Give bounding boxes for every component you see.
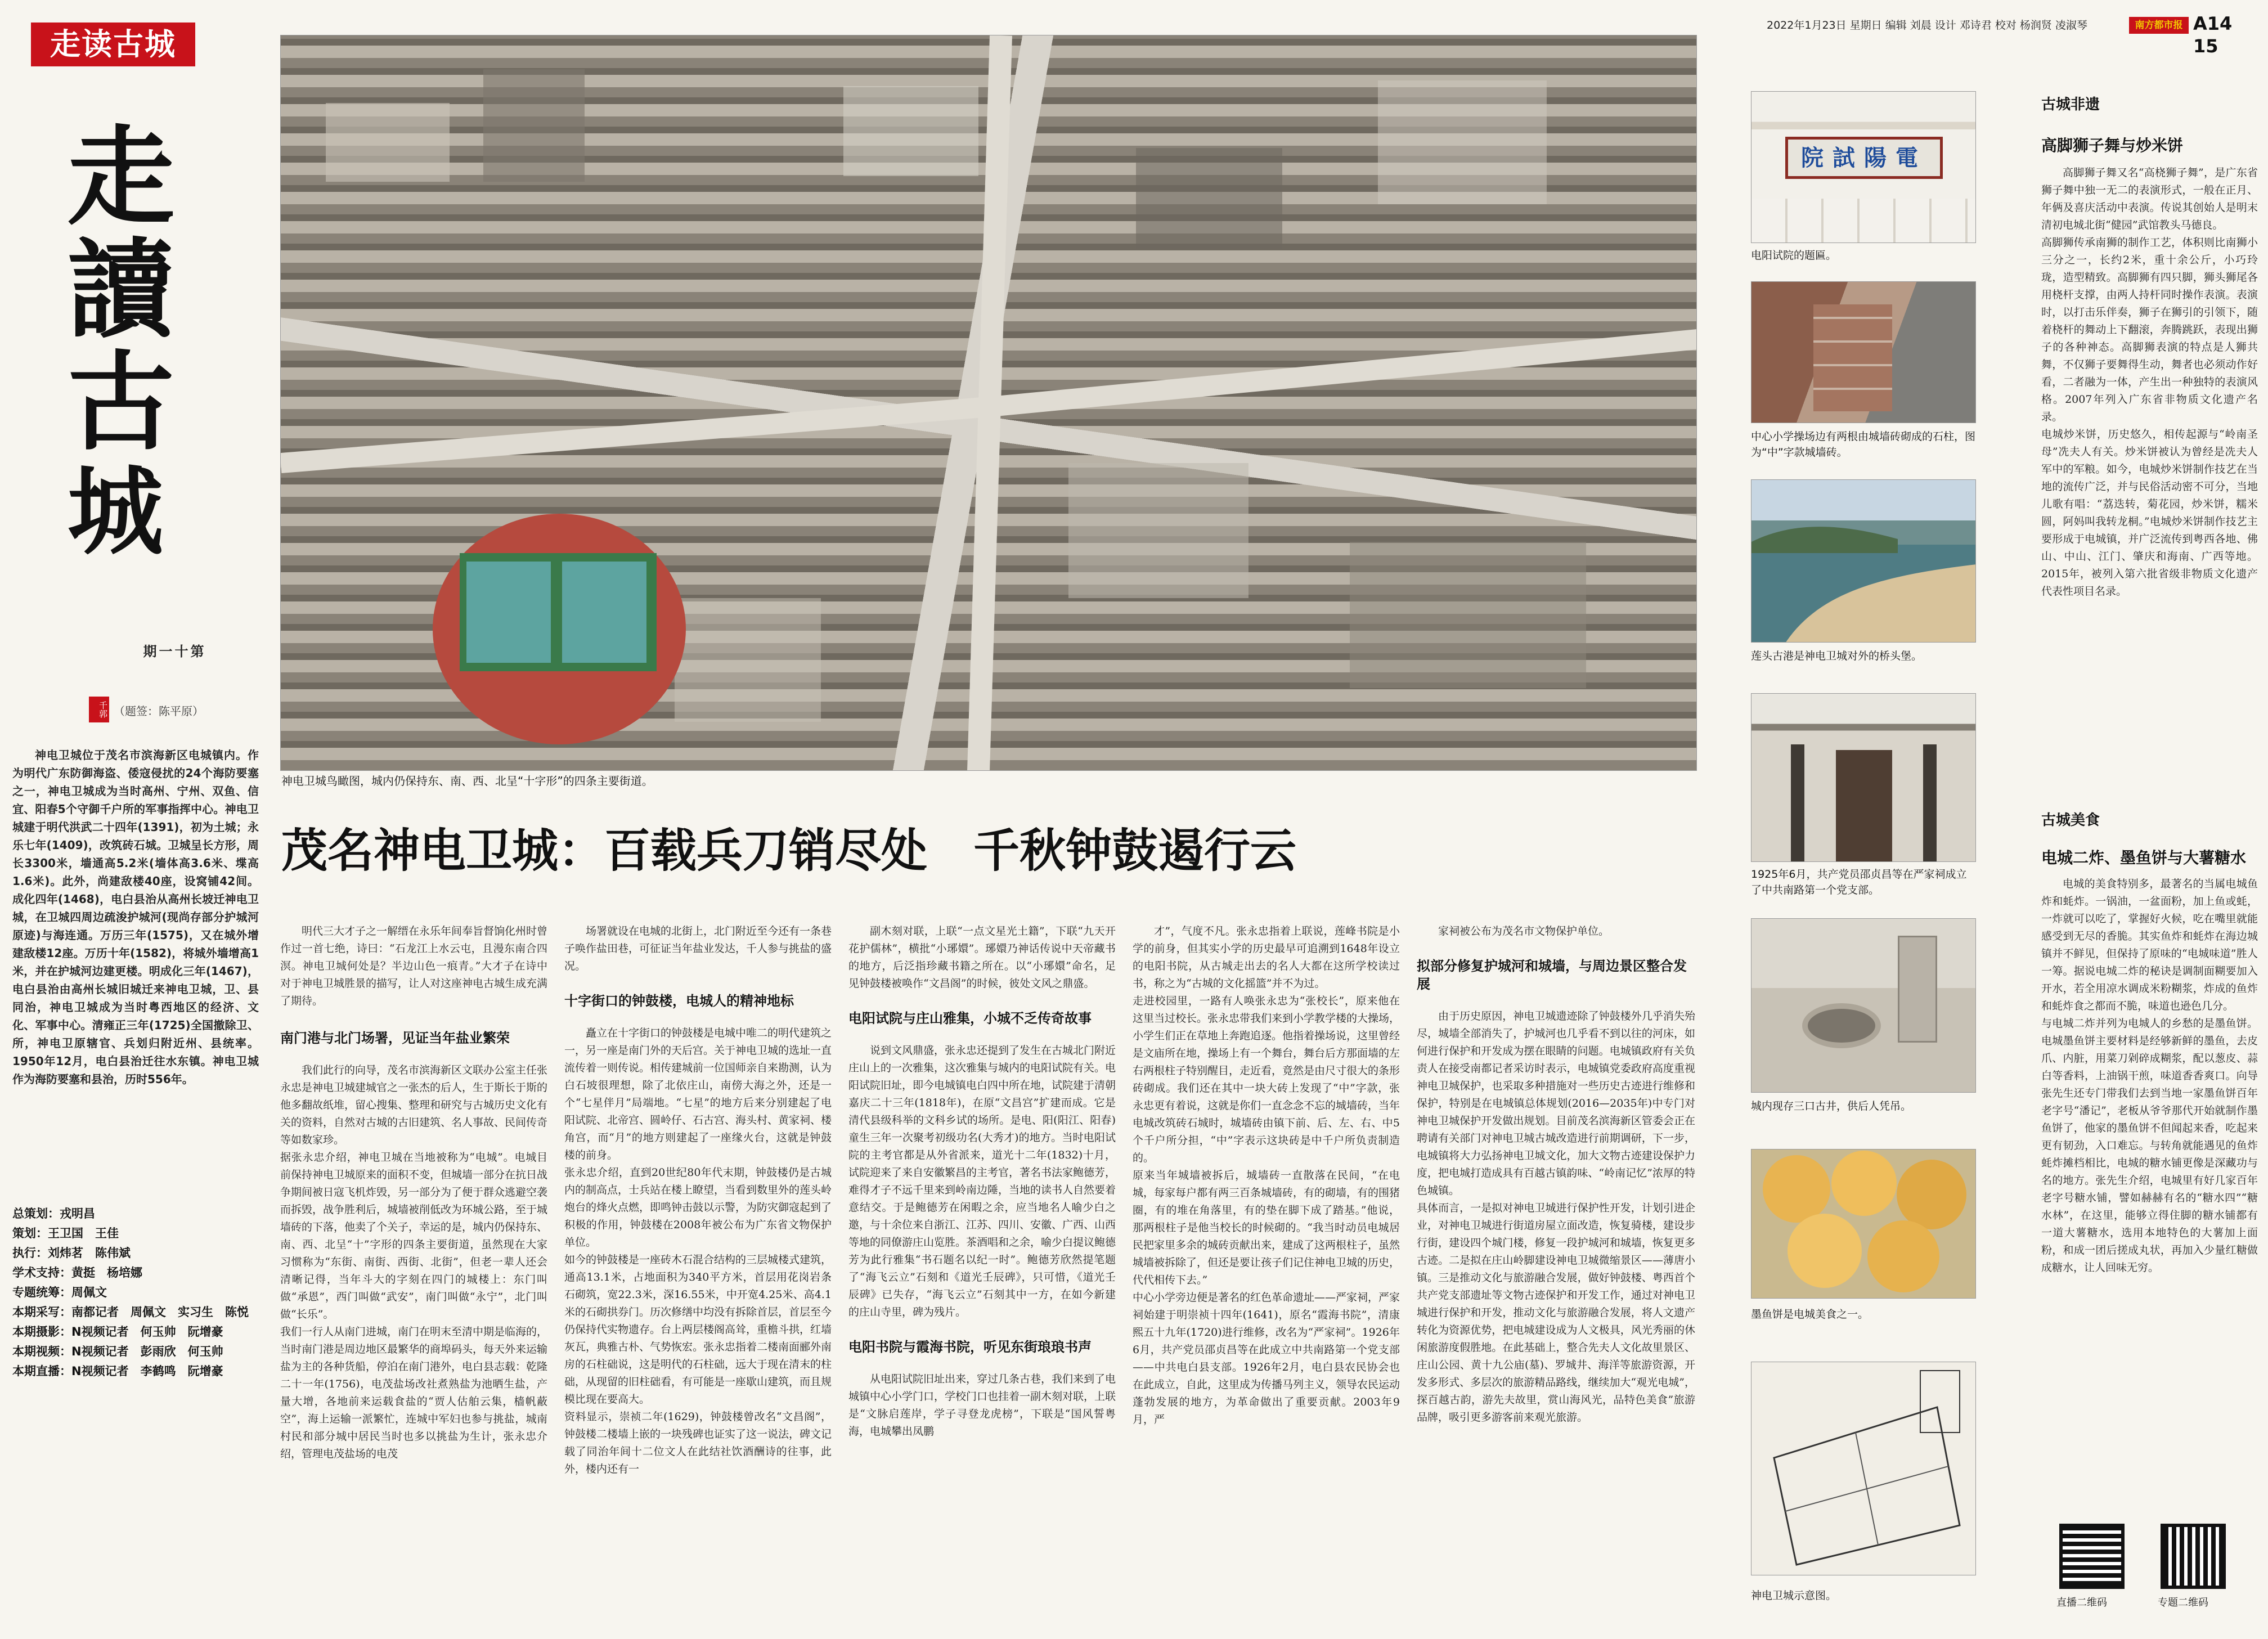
section-title: 电城二炸、墨鱼饼与大薯糖水	[2041, 848, 2247, 867]
photo-caption: 墨鱼饼是电城美食之一。	[1751, 1308, 1869, 1321]
article-paragraph: 明代三大才子之一解缙在永乐年间奉旨督饷化州时曾作过一首七绝，诗曰：“石龙江上水云屯，且漫东南合四溟。神电卫城何处是？半边山色一痕青。”大才子在诗中对于神电卫城胜景的描写，让人对这座神电古城生成充满了期待。	[280, 925, 547, 1007]
photo-caption: 1925年6月，共产党员邵贞昌等在严家祠成立了中共南路第一个党支部。	[1751, 868, 1967, 896]
article-paragraph: 副木刻对联，上联“一点文星光土籍”，下联“九天开花护儒林”，横批“小琊嬛”。琊嬛乃神话传说中天帝藏书的地方，后泛指珍藏书籍之所在。以“小琊嬛”命名，足见钟鼓楼被唤作“文昌阁”的时候，彼处文风之鼎盛。	[848, 925, 1116, 990]
article-paragraph: 从电阳试院旧址出来，穿过几条古巷，我们来到了电城镇中心小学门口，学校门口也挂着一副木刻对联，上联是“文脉启莲岸，学子寻登龙虎榜”，下联是“国风誓粤海，电城攀出凤鹏	[848, 1373, 1116, 1438]
cuttlefish-cake-photo	[1751, 1149, 1976, 1299]
article-paragraph: 由于历史原因，神电卫城遗迹除了钟鼓楼外几乎消失殆尽，城墙全部消失了，护城河也几乎看不到以往的河床，如何进行保护和开发成为摆在眼睛的问题。电城镇政府有关负责人在接受南都记者采访时表示，电城镇党委政府高度重视神电卫城保护，也采取多种措施对一些历史古迹进行维修和保护，特别是在电城镇总体规划(2016—2035年)中专门对神电卫城保护开发做出规划。目前茂名滨海新区管委会正在聘请有关部门对神电卫城古城改造进行前期调研，下一步，电城镇将大力弘扬神电卫城文化，加大文物古迹建设保护力度，把电城打造成具有百越古镇韵味、“岭南记忆”浓厚的特色城镇。 具体而言，一是拟对神电卫城进行保护性开发，计划引进企业，对神电卫城进行街道房屋立面改造，恢复骑楼，建设步行街，建设四个城门楼，修复一段护城河和城墙，恢复更多古迹。二是拟在庄山岭脚建设神电卫城微缩景区——薄唐小镇。三是推动文化与旅游融合发展，做好钟鼓楼、粤西首个共产党支部遗址等文物古迹保护和开发工作，通过对神电卫城进行保护和开发，推动文化与旅游融合发展，将人文遗产转化为资源优势，把电城建设成为人文极具，风光秀丽的休闲旅游度假胜地。在此基础上，整合先夫人文化故里景区、庄山公园、黄十九公庙(墓)、罗城井、海洋等旅游资源，开发多形式、多层次的旅游精品路线，继续加大“观光电城”，探百越古韵，游先夫故里，赏山海风光，品特色美食”旅游品牌，吸引更多游客前来观光旅游。	[1417, 1010, 1695, 1424]
masthead-char: 走	[68, 114, 175, 240]
article-paragraph: 说到文风鼎盛，张永忠还提到了发生在古城北门附近庄山上的一次雅集，这次雅集与城内的电阳试院有关。电阳试院旧址，即今电城镇电白四中所在地，试院建于清朝嘉庆二十三年(1818年)，在原“文昌宫”扩建而成。它是清代县级科举的文科乡试的场所。是电、阳(阳江、阳春)童生三年一次聚考初级功名(大秀才)的地方。当时电阳试院的主考官都是从外省派来，道光十二年(1832)十月，试院迎来了来自安徽繁昌的主考官，著名书法家鲍德芳，难得才子不远千里来到岭南边陲，当地的读书人自然要着意结交。于是鲍德芳在闲暇之余，应当地名人喻少白之邀，与十余位来自浙江、江苏、四川、安徽、广西、山西等地的同僚游庄山览胜。茶酒唱和之余，喻少白提议鲍德芳为此行雅集“书石题名以纪一时”。鲍德芳欣然提笔题了“海飞云立”石刻和《道光壬辰碑》，只可惜，《道光壬辰碑》已失存，“海飞云立”石刻其中一方，在如今新建的庄山寺里，碑为残片。	[848, 1044, 1116, 1318]
plaque-photo	[1751, 91, 1976, 243]
photo-caption: 城内现存三口古井，供后人凭吊。	[1751, 1100, 1912, 1112]
harbor-svg	[1751, 480, 1976, 643]
brick-detail	[1813, 304, 1892, 411]
harbor-photo	[1751, 479, 1976, 643]
photo-caption: 神电卫城示意图。	[1751, 1589, 1837, 1602]
plaque-board: 院試陽電	[1785, 137, 1943, 179]
article-column-2	[564, 923, 832, 1632]
subheading: 十字街口的钟鼓楼，电城人的精神地标	[564, 993, 794, 1009]
well-ring	[1802, 1003, 1881, 1048]
rooftop-block	[483, 69, 585, 182]
subheading: 南门港与北门场署，见证当年盐业繁荣	[280, 1030, 510, 1046]
fried-cake	[1788, 1214, 1862, 1288]
stele	[1898, 936, 1937, 1043]
photo-caption: 中心小学操场边有两根由城墙砖砌成的石柱，图为“中”字款城墙砖。	[1751, 430, 1976, 459]
rooftop-block	[1136, 148, 1282, 249]
aerial-caption: 神电卫城鸟瞰图，城内仍保持东、南、西、北呈“十字形”的四条主要街道。	[281, 774, 653, 788]
credit-line: 本期视频：N视频记者 彭雨欣 何玉帅	[12, 1345, 223, 1358]
article-paragraph: 家祠被公布为茂名市文物保护单位。	[1438, 925, 1610, 937]
food-svg	[1751, 1149, 1976, 1299]
subheading: 电阳试院与庄山雅集，小城不乏传奇故事	[848, 1011, 1092, 1026]
well-photo	[1751, 918, 1976, 1093]
subheading: 拟部分修复护城河和城墙，与周边景区整合发展	[1417, 958, 1687, 992]
article-column-5	[1417, 923, 1695, 1632]
masthead-char: 古	[68, 339, 175, 465]
basketball-court	[466, 562, 551, 663]
credit-line: 总策划：戎明昌	[12, 1207, 95, 1220]
section-body: 高脚狮子舞又名“高桡狮子舞”，是广东省狮子舞中独一无二的表演形式，一般在正月、年俩及喜庆活动中表演。传说其创始人是明末清初电城北街“健园”武馆教头马德良。 高脚狮传承南狮的制作工艺，体积则比南狮小三分之一，长约2米，重十余公斤，小巧玲珑，造型精致。高脚狮有四只脚，狮头狮尾各用桡杆支撑，由两人持杆同时操作表演。表演时，以打击乐伴奏，狮子在狮引的引领下，随着桡杆的舞动上下翻滚，奔腾跳跃，表现出狮子的各种神态。高脚狮表演的特点是人狮共舞，不仅狮子要舞得生动，舞者也必须动作好看，二者融为一体，产生出一种独特的表演风格。2007年列入广东省非物质文化遗产名录。 电城炒米饼，历史悠久，相传起源与“岭南圣母”冼夫人有关。炒米饼被认为曾经是冼夫人军中的军粮。如今，电城炒米饼制作技艺在当地的流传广泛，并与民俗活动密不可分，当地儿歌有唱：“荔迭转，菊花园，炒米饼，糯米圆，阿妈叫我转龙桐。”电城炒米饼制作技艺主要形成于电城镇，并广泛流传到粤西各地、佛山、中山、江门、肇庆和海南、广西等地。2015年，被列入第六批省级非物质文化遗产代表性项目名录。	[2041, 167, 2258, 598]
hall-pillar	[1791, 744, 1804, 862]
credit-line: 策划：王卫国 王佳	[12, 1227, 119, 1240]
article-column-4	[1133, 923, 1400, 1632]
credit-line: 本期摄影：N视频记者 何玉帅 阮增豪	[12, 1325, 223, 1339]
fried-cake	[1897, 1160, 1966, 1229]
basketball-court	[562, 562, 646, 663]
fried-cake	[1867, 1220, 1939, 1292]
credit-line: 本期直播：N视频记者 李鹤鸣 阮增豪	[12, 1364, 223, 1378]
credits-box	[12, 1204, 260, 1637]
photo-caption: 莲头古港是神电卫城对外的桥头堡。	[1751, 650, 1923, 662]
aerial-photo	[280, 35, 1697, 771]
paper-logo: 南方都市报	[2129, 17, 2189, 34]
rooftop-block	[675, 598, 821, 722]
rooftop-block	[326, 103, 450, 182]
section-label: 古城美食	[2041, 812, 2100, 829]
article-paragraph: 我们此行的向导，茂名市滨海新区文联办公室主任张永忠是神电卫城建城官之一张杰的后人，生于斯长于斯的他多翻故纸堆，留心搜集、整理和研究与古城历史文化有关的资料，自然对古城的古旧建筑、名人事故、民间传奇等如数家珍。 据张永忠介绍，神电卫城在当地被称为“电城”。电城目前保持神电卫城原来的面积不变，但城墙一部分在抗日战争期间被日寇飞机炸毁，另一部分为了便于群众逃避空袭而拆毁，战争胜利后，城墙被削低改为环城公路，至于城墙砖的下落，他卖了个关子，幸运的是，城内仍保持东、南、西、北呈“十”字形的四条主要街道，虽然现在大家习惯称为“东街、南街、西街、北街”，但老一辈人还会清晰记得，当年斗大的字刻在四门的城楼上：东门叫做“承恩”，西门叫做“武安”，南门叫做“永宁”，北门叫做“长乐”。 我们一行人从南门进城，南门在明末至清中期是临海的，当时南门港是周边地区最繁华的商埠码头，每天外来运输盐为主的各种货船，停泊在南门港外，电白县志载：乾隆二十一年(1756)，电茂盐场改社煮熟盐为池晒生盐，产量大增，各地前来运载食盐的“贾人估舶云集，樯帆蔽空”，海上运输一派繁忙，连城中军妇也参与挑盐，城南村民和部分城中居民当时也多以挑盐为生计，张永忠介绍，管理电茂盐场的电茂	[280, 1064, 547, 1460]
rooftop-block	[1378, 80, 1547, 204]
rooftop-block	[1350, 542, 1586, 688]
city-map-photo	[1751, 1362, 1976, 1575]
article-paragraph: 才”，气度不凡。张永忠指着上联说，莲峰书院是小学的前身，但其实小学的历史最早可追溯到1648年设立的电阳书院，从古城走出去的名人大都在这所学校读过书，称之为“古城的文化摇篮”并不为过。 走进校园里，一路有人唤张永忠为“张校长”，原来他在这里当过校长。张永忠带我们来到小学教学楼的大操场，小学生们正在草地上奔跑追逐。他指着操场说，这里曾经是文庙所在地，操场上有一个舞台，舞台后方那面墙的左右两根柱子特别醒目，走近看，竟然是由尺寸很大的条形砖砌成。我们还在其中一块大砖上发现了“中”字款，张永忠更有着说，这就是你们一直念念不忘的城墙砖，当年电城改筑砖石城时，城墙砖由镇下前、后、左、右、中5个千户所分担，“中”字表示这块砖是中千户所负责制造的。 原来当年城墙被拆后，城墙砖一直散落在民间，“在电城，每家每户都有两三百条城墙砖，有的砌墙，有的围猪圈，有的堆在角落里，有的垫在脚下成了踏基。”他说，那两根柱子是他当校长的时候砌的。“我当时动员电城居民把家里多余的城砖贡献出来，建成了这两根柱子，虽然城墙被拆除了，但还是要让孩子们记住神电卫城的历史，代代相传下去。” 中心小学旁边便是著名的红色革命遗址——严家祠，严家祠始建于明崇祯十四年(1641)，原名“霞海书院”，清康熙五十九年(1720)进行维修，改名为“严家祠”。1926年6月，共产党员邵贞昌等在此成立中共南路第一个党支部——中共电白县支部。1926年2月，电白县农民协会也在此成立，自此，这里成为传播马列主义，领导农民运动蓬勃发展的地方，为革命做出了重要贡献。2003年9月，严	[1133, 925, 1400, 1426]
hall-pillar	[1923, 744, 1937, 862]
inscription: （题签：陈平原）	[114, 704, 204, 718]
intro-paragraph: 神电卫城位于茂名市滨海新区电城镇内。作为明代广东防御海盗、倭寇侵扰的24个海防要塞之一，神电卫城成为当时高州、宁州、双鱼、信宜、阳春5个守御千户所的军事指挥中心。神电卫城建于明代洪武二十四年(1391)，初为土城；永乐七年(1409)，改筑砖石城。卫城呈长方形，周长3300米，墙通高5.2米(墙体高3.6米、堞高1.6米)。此外，尚建敌楼40座，设窝铺42间。成化四年(1468)，电白县治从高州长坡迁神电卫城，在卫城四周边疏浚护城河(现尚存部分护城河原迹)与海连通。万历三年(1575)，又在城外增建敌楼12座。万历十年(1582)，将城外墙增高1米，并在护城河边建更楼。明成化三年(1467)，电白县治由高州长城旧城迁来神电卫城，卫、县同治，神电卫城成为当时粤西地区的经济、文化、军事中心。清雍正三年(1725)全国撤除卫、所，神电卫原辖官、兵划归附近州、县统率。1950年12月，电白县治迁往水东镇。神电卫城作为海防要塞和县治，历时556年。	[12, 748, 259, 1086]
city-street	[1785, 1466, 1948, 1511]
brick-column-photo	[1751, 281, 1976, 423]
fried-cake	[1831, 1151, 1897, 1216]
masthead	[34, 114, 219, 658]
ancestral-hall-photo	[1751, 693, 1976, 862]
masthead-char: 城	[68, 456, 164, 568]
hill	[1751, 527, 1898, 553]
seal-stamp: 千郭	[89, 697, 109, 722]
issue-number: 第十一期	[141, 644, 204, 658]
article-column-3	[848, 923, 1116, 1632]
hall-door	[1836, 750, 1892, 862]
headline: 茂名神电卫城：百载兵刀销尽处 千秋钟鼓遏行云	[281, 824, 1297, 878]
city-map-svg	[1751, 1362, 1976, 1575]
credit-line: 学术支持：黄挺 杨培娜	[12, 1266, 142, 1279]
fried-cake	[1763, 1155, 1830, 1223]
photo-caption: 电阳试院的题匾。	[1751, 249, 1837, 262]
aerial-map-svg	[281, 35, 1697, 771]
section-body: 电城的美食特别多，最著名的当属电城鱼炸和蚝炸。一锅油，一盆面粉，加上鱼或蚝，一炸就可以吃了，掌握好火候，吃在嘴里就能感受到无尽的香脆。其实鱼炸和蚝炸在海边城镇并不鲜见，但保持了原味的“电城味道”胜人一筹。据说电城二炸的秘诀是调制面糊要加入开水，若全用凉水调成米粉糊浆，炸成的鱼炸和蚝炸食之都而不脆，味道也逊色几分。 与电城二炸并列为电城人的乡愁的是墨鱼饼。电城墨鱼饼主要材料是经够新鲜的墨鱼，去皮爪、内脏，用菜刀剁碎成糊浆，配以葱皮、蒜白等香料，上油锅干煎，味道香香爽口。向导张先生还专门带我们去到当地一家墨鱼饼百年老字号“潘记”，老板从爷爷那代开始就制作墨鱼饼了，他家的墨鱼饼不但闻起来香，吃起来更有韧劲，入口难忘。与转角就能遇见的鱼炸蚝炸摊档相比，电城的糖水铺更像是深藏功与名的地方。张先生介绍，电城里有好几家百年老字号糖水铺，譬如赫赫有名的“糖水四”“糖水林”，在这里，能够立得住脚的糖水铺都有一道大薯糖水，选用本地特色的大薯加上面粉，和成一团后搓成丸状，再加入少量红糖做成糖水，让人回味无穷。	[2041, 878, 2258, 1274]
rooftop-block	[843, 86, 978, 176]
date-info: 2022年1月23日 星期日 编辑 刘晨 设计 邓诗君 校对 杨润贤 凌淑琴	[1767, 19, 2087, 32]
qr-label: 专题二维码	[2158, 1597, 2208, 1609]
arch-edge	[1751, 199, 1976, 243]
masthead-char: 讀	[68, 227, 175, 352]
article-column-1	[280, 923, 547, 1632]
page-number: A14 15	[2193, 13, 2233, 57]
credit-line: 专题统筹：周佩文	[12, 1286, 107, 1299]
subheading: 电阳书院与霞海书院，听见东街琅琅书声	[848, 1339, 1092, 1355]
section-label: 古城非遗	[2041, 96, 2100, 113]
article-paragraph: 矗立在十字街口的钟鼓楼是电城中唯二的明代建筑之一，另一座是南门外的天后宫。关于神电卫城的选址一直流传着一则传说。相传建城前一位国师亲自来勘测，认为白石坡很理想，除了北依庄山，南傍大海之外，还是一个“七星伴月”局端地。“七星”的地方后来分别建起了电阳试院、北帝宫、圆岭仔、石古宫、海头村、黄家祠、楼角宫，而“月”的地方则建起了一座缘火台，这就是钟鼓楼的前身。 张永忠介绍，直到20世纪80年代末期，钟鼓楼仍是古城内的制高点，士兵站在楼上瞭望，当看到数里外的莲头岭炮台的烽火点燃，即鸣钟击鼓以示警，为防灾御寇起到了积极的作用，钟鼓楼在2008年被公布为广东省文物保护单位。 如今的钟鼓楼是一座砖木石混合结构的三层城楼式建筑，通高13.1米，占地面积为340平方米，首层用花岗岩条石砌筑，宽22.3米，深16.55米，中开宽4.25米、高4.1米的石砌拱券门。历次修缮中均没有拆除首层，首层至今仍保持代实物遗存。台上两层楼阁高耸，重檐斗拱，红墙灰瓦，典雅古朴、气势恢宏。张永忠指着二楼南面郦外南房的石柱础说，这是明代的石柱础，远大于现在清末的柱础，从现留的旧柱础看，有可能是一座歇山建筑，而且规模比现在要高大。 资料显示，崇祯二年(1629)，钟鼓楼曾改名“文昌阁”，钟鼓楼二楼墙上嵌的一块残碑也证实了这一说法，碑文记载了同治年间十二位文人在此结社饮酒酬诗的往事，此外，楼内还有一	[564, 1027, 832, 1475]
column-tag: 走读古城	[31, 23, 195, 66]
section-title: 高脚狮子舞与炒米饼	[2041, 136, 2184, 155]
qr-label: 直播二维码	[2056, 1597, 2107, 1609]
credit-line: 本期采写：南都记者 周佩文 实习生 陈悦	[12, 1305, 249, 1319]
date-line	[1767, 17, 2127, 34]
rooftop-block	[1068, 463, 1248, 598]
qr-code-live[interactable]	[2059, 1524, 2125, 1589]
beach-shore	[1785, 564, 1976, 643]
qr-code-topic[interactable]	[2161, 1524, 2226, 1589]
credit-line: 执行：刘炜茗 陈伟斌	[12, 1246, 131, 1260]
article-paragraph: 场署就设在电城的北街上，北门附近至今还有一条巷子唤作盐田巷，可征证当年盐业发达，千人参与挑盐的盛况。	[564, 925, 832, 972]
